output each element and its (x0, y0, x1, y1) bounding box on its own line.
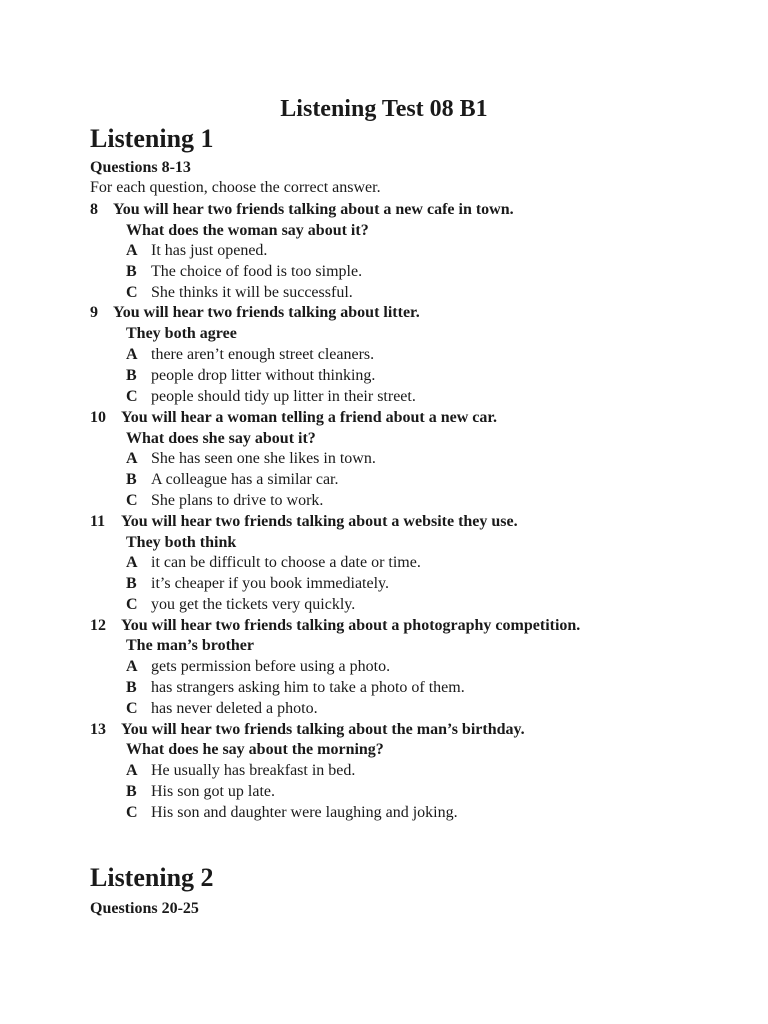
question-stem: You will hear two friends talking about the man’s birthday. (121, 721, 525, 738)
option-letter: C (126, 492, 138, 509)
option-letter: A (126, 450, 138, 467)
option-a (126, 345, 374, 365)
question-number: 13 (90, 721, 106, 738)
option-text: it’s cheaper if you book immediately. (151, 575, 390, 592)
option-a (126, 241, 267, 261)
option-text: it can be difficult to choose a date or time. (151, 554, 421, 571)
option-letter: A (126, 762, 138, 779)
option-text: It has just opened. (151, 242, 268, 259)
question-stem: You will hear two friends talking about litter. (113, 304, 420, 321)
option-text: you get the tickets very quickly. (151, 596, 356, 613)
option-letter: C (126, 596, 138, 613)
option-text: She has seen one she likes in town. (151, 450, 376, 467)
question-prompt: What does he say about the morning? (126, 741, 384, 758)
option-a (126, 449, 376, 469)
option-letter: C (126, 388, 138, 405)
question-11 (90, 512, 518, 532)
option-a (126, 657, 390, 677)
option-letter: C (126, 700, 138, 717)
question-stem: You will hear a woman telling a friend about a new car. (121, 409, 498, 426)
option-c (126, 699, 318, 719)
option-letter: B (126, 679, 137, 696)
option-c (126, 387, 416, 407)
option-a (126, 761, 355, 781)
question-stem: You will hear two friends talking about a new cafe in town. (113, 201, 514, 218)
option-a (126, 553, 421, 573)
question-stem: You will hear two friends talking about a website they use. (121, 513, 518, 530)
question-prompt: They both agree (126, 325, 237, 342)
question-8 (90, 200, 514, 220)
option-letter: A (126, 346, 138, 363)
question-10 (90, 408, 497, 428)
question-number: 10 (90, 409, 106, 426)
option-text: A colleague has a similar car. (151, 471, 339, 488)
question-12 (90, 616, 580, 636)
question-prompt: What does she say about it? (126, 430, 316, 447)
option-text: The choice of food is too simple. (151, 263, 363, 280)
option-letter: C (126, 284, 138, 301)
option-letter: B (126, 263, 137, 280)
option-letter: A (126, 242, 138, 259)
option-c (126, 803, 458, 823)
section-heading-listening-1: Listening 1 (90, 124, 214, 153)
option-b (126, 574, 389, 594)
option-letter: B (126, 575, 137, 592)
option-letter: A (126, 658, 138, 675)
document-title: Listening Test 08 B1 (280, 96, 488, 122)
questions-range: Questions 8-13 (90, 159, 191, 176)
question-number: 9 (90, 304, 98, 321)
question-prompt: What does the woman say about it? (126, 222, 369, 239)
question-number: 8 (90, 201, 98, 218)
option-text: His son and daughter were laughing and joking. (151, 804, 458, 821)
option-b (126, 678, 465, 698)
option-b (126, 470, 338, 490)
question-stem: You will hear two friends talking about a photography competition. (121, 617, 581, 634)
option-text: people drop litter without thinking. (151, 367, 376, 384)
section-heading-listening-2: Listening 2 (90, 863, 214, 892)
option-b (126, 782, 275, 802)
instruction: For each question, choose the correct answer. (90, 179, 381, 196)
option-text: His son got up late. (151, 783, 275, 800)
question-prompt: The man’s brother (126, 637, 254, 654)
question-prompt: They both think (126, 534, 237, 551)
question-number: 12 (90, 617, 106, 634)
questions-range: Questions 20-25 (90, 900, 199, 917)
option-text: there aren’t enough street cleaners. (151, 346, 375, 363)
option-c (126, 283, 353, 303)
option-letter: A (126, 554, 138, 571)
option-text: He usually has breakfast in bed. (151, 762, 356, 779)
option-b (126, 366, 375, 386)
option-text: has never deleted a photo. (151, 700, 318, 717)
option-text: people should tidy up litter in their street. (151, 388, 416, 405)
option-text: She thinks it will be successful. (151, 284, 353, 301)
option-letter: B (126, 367, 137, 384)
option-b (126, 262, 362, 282)
option-letter: C (126, 804, 138, 821)
option-text: has strangers asking him to take a photo of them. (151, 679, 465, 696)
option-c (126, 491, 323, 511)
question-13 (90, 720, 525, 740)
option-letter: B (126, 783, 137, 800)
question-9 (90, 303, 420, 323)
option-text: gets permission before using a photo. (151, 658, 391, 675)
option-text: She plans to drive to work. (151, 492, 324, 509)
option-letter: B (126, 471, 137, 488)
question-number: 11 (90, 513, 106, 530)
option-c (126, 595, 355, 615)
